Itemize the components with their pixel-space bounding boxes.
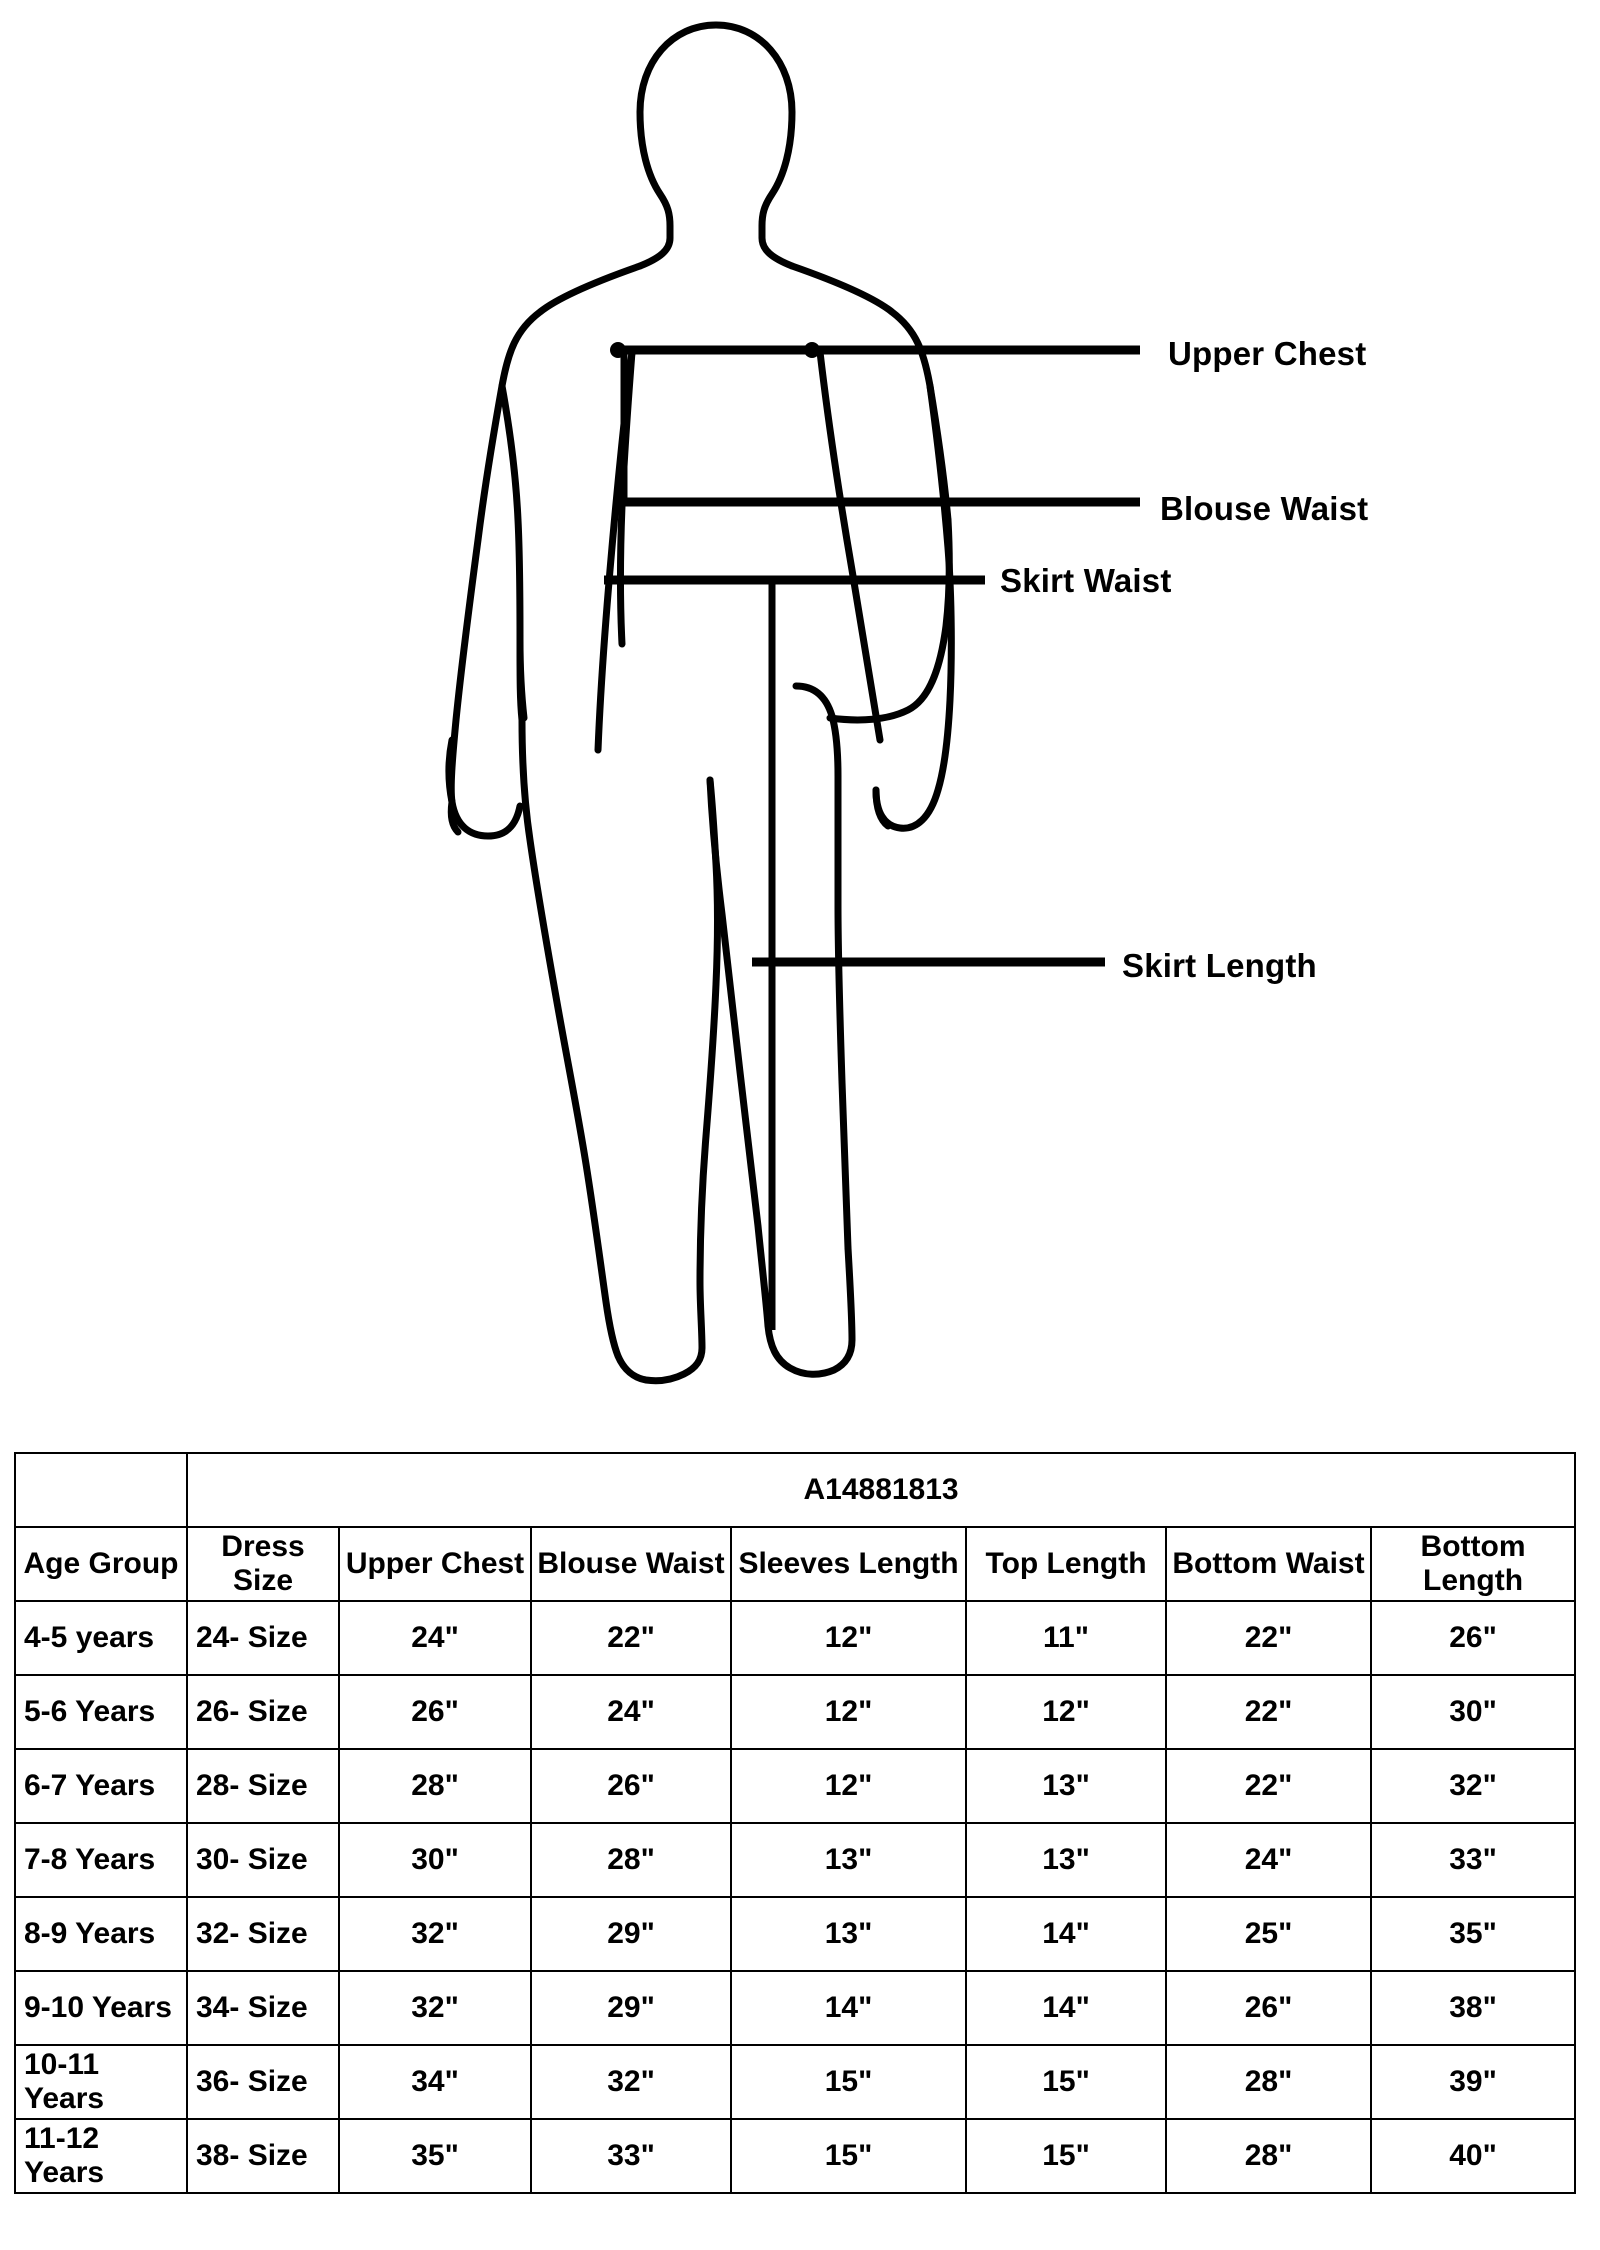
callout-label-skirt-length: Skirt Length [1122, 947, 1317, 984]
cell-top-length: 15" [966, 2045, 1166, 2119]
cell-bottom-waist: 26" [1166, 1971, 1371, 2045]
table-row [15, 1897, 1575, 1971]
cell-dress-size: 24- Size [187, 1601, 339, 1675]
cell-blouse-waist: 29" [531, 1897, 731, 1971]
cell-bottom-length: 38" [1371, 1971, 1575, 2045]
cell-dress-size: 36- Size [187, 2045, 339, 2119]
cell-bottom-waist: 28" [1166, 2119, 1371, 2193]
cell-sleeves-length: 15" [731, 2045, 966, 2119]
cell-age-group: 9-10 Years [15, 1971, 187, 2045]
cell-age-group: 8-9 Years [15, 1897, 187, 1971]
cell-bottom-waist: 25" [1166, 1897, 1371, 1971]
size-chart-table-container [14, 1452, 1574, 2194]
cell-age-group: 10-11 Years [15, 2045, 187, 2119]
cell-upper-chest: 30" [339, 1823, 531, 1897]
table-title-blank-cell [15, 1453, 187, 1527]
table-row [15, 1823, 1575, 1897]
column-header-upper-chest: Upper Chest [339, 1527, 531, 1601]
column-header-bottom-length: Bottom Length [1371, 1527, 1575, 1601]
cell-sleeves-length: 13" [731, 1823, 966, 1897]
cell-dress-size: 34- Size [187, 1971, 339, 2045]
cell-bottom-length: 39" [1371, 2045, 1575, 2119]
cell-blouse-waist: 26" [531, 1749, 731, 1823]
cell-bottom-waist: 22" [1166, 1601, 1371, 1675]
table-header-row [15, 1527, 1575, 1601]
callout-label-upper-chest: Upper Chest [1168, 335, 1367, 372]
cell-age-group: 5-6 Years [15, 1675, 187, 1749]
cell-top-length: 12" [966, 1675, 1166, 1749]
cell-age-group: 4-5 years [15, 1601, 187, 1675]
cell-sleeves-length: 12" [731, 1675, 966, 1749]
cell-age-group: 7-8 Years [15, 1823, 187, 1897]
table-row [15, 1971, 1575, 2045]
cell-sleeves-length: 14" [731, 1971, 966, 2045]
callout-label-skirt-waist: Skirt Waist [1000, 562, 1172, 599]
cell-bottom-waist: 24" [1166, 1823, 1371, 1897]
cell-age-group: 6-7 Years [15, 1749, 187, 1823]
cell-top-length: 14" [966, 1897, 1166, 1971]
cell-blouse-waist: 32" [531, 2045, 731, 2119]
cell-sleeves-length: 12" [731, 1601, 966, 1675]
cell-dress-size: 28- Size [187, 1749, 339, 1823]
cell-upper-chest: 24" [339, 1601, 531, 1675]
table-row [15, 1749, 1575, 1823]
column-header-age-group: Age Group [15, 1527, 187, 1601]
cell-top-length: 15" [966, 2119, 1166, 2193]
size-chart-table [14, 1452, 1576, 2194]
cell-blouse-waist: 24" [531, 1675, 731, 1749]
cell-bottom-length: 30" [1371, 1675, 1575, 1749]
cell-bottom-waist: 22" [1166, 1675, 1371, 1749]
table-title-row [15, 1453, 1575, 1527]
cell-bottom-length: 35" [1371, 1897, 1575, 1971]
column-header-blouse-waist: Blouse Waist [531, 1527, 731, 1601]
table-row [15, 1601, 1575, 1675]
cell-upper-chest: 32" [339, 1971, 531, 2045]
cell-upper-chest: 35" [339, 2119, 531, 2193]
cell-upper-chest: 34" [339, 2045, 531, 2119]
cell-sleeves-length: 12" [731, 1749, 966, 1823]
cell-bottom-waist: 28" [1166, 2045, 1371, 2119]
table-row [15, 2045, 1575, 2119]
cell-upper-chest: 32" [339, 1897, 531, 1971]
cell-top-length: 13" [966, 1823, 1166, 1897]
cell-dress-size: 26- Size [187, 1675, 339, 1749]
cell-age-group: 11-12 Years [15, 2119, 187, 2193]
cell-dress-size: 30- Size [187, 1823, 339, 1897]
cell-dress-size: 32- Size [187, 1897, 339, 1971]
cell-blouse-waist: 33" [531, 2119, 731, 2193]
cell-sleeves-length: 15" [731, 2119, 966, 2193]
cell-sleeves-length: 13" [731, 1897, 966, 1971]
cell-top-length: 11" [966, 1601, 1166, 1675]
cell-blouse-waist: 29" [531, 1971, 731, 2045]
cell-top-length: 13" [966, 1749, 1166, 1823]
cell-upper-chest: 28" [339, 1749, 531, 1823]
table-row [15, 1675, 1575, 1749]
cell-dress-size: 38- Size [187, 2119, 339, 2193]
callout-label-blouse-waist: Blouse Waist [1160, 490, 1369, 527]
table-row [15, 2119, 1575, 2193]
cell-blouse-waist: 28" [531, 1823, 731, 1897]
column-header-sleeves-length: Sleeves Length [731, 1527, 966, 1601]
cell-upper-chest: 26" [339, 1675, 531, 1749]
cell-blouse-waist: 22" [531, 1601, 731, 1675]
column-header-bottom-waist: Bottom Waist [1166, 1527, 1371, 1601]
cell-bottom-waist: 22" [1166, 1749, 1371, 1823]
cell-top-length: 14" [966, 1971, 1166, 2045]
upper-chest-point-right [804, 342, 820, 358]
table-title: A14881813 [187, 1453, 1575, 1527]
column-header-dress-size: Dress Size [187, 1527, 339, 1601]
cell-bottom-length: 33" [1371, 1823, 1575, 1897]
cell-bottom-length: 32" [1371, 1749, 1575, 1823]
column-header-top-length: Top Length [966, 1527, 1166, 1601]
cell-bottom-length: 26" [1371, 1601, 1575, 1675]
cell-bottom-length: 40" [1371, 2119, 1575, 2193]
